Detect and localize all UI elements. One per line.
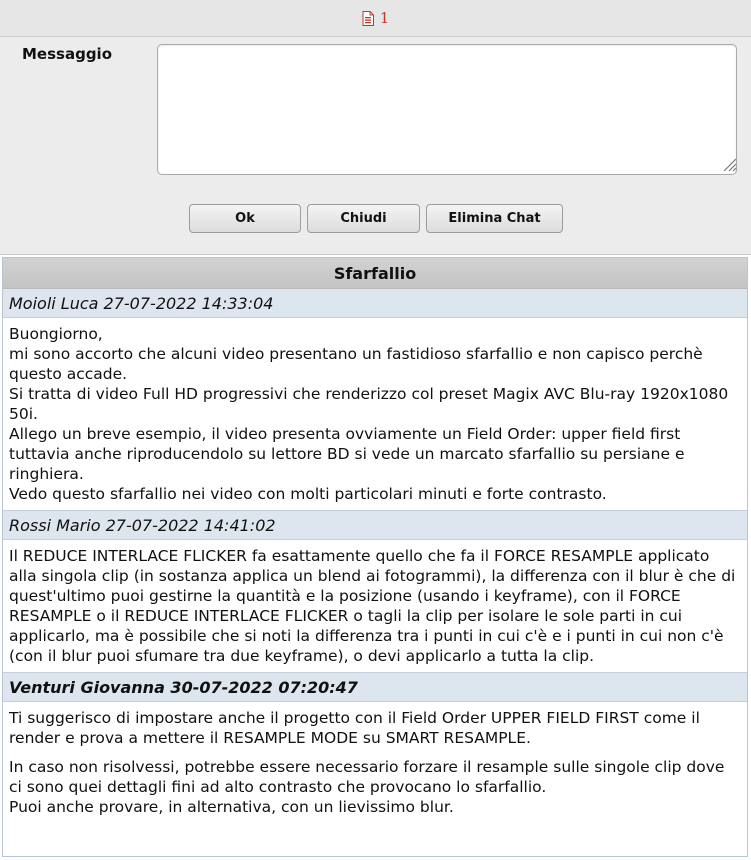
post-header: Moioli Luca 27-07-2022 14:33:04 (3, 289, 747, 318)
post-line: Puoi anche provare, in alternativa, con un lievissimo blur. (9, 798, 454, 816)
top-bar (0, 0, 751, 37)
message-form (0, 37, 751, 255)
post-line: Buongiorno, (9, 325, 103, 343)
ok-button[interactable]: Ok (189, 204, 301, 233)
message-input[interactable] (157, 44, 737, 175)
post-line: Il REDUCE INTERLACE FLICKER fa esattamente quello che fa il FORCE RESAMPLE applicato alla singola clip (in sostanza applica un blend ai fotogrammi), la differenza con il blur è che di quest'ultimo puoi gestirne la quantità e la posizione (usando i keyframe), con il FORCE RESAMPLE o il REDUCE INTERLACE FLICKER o tagli la clip per isolare le sole parti in cui applicarlo, ma è possibile che si noti la differenza tra i punti in cui c'è e i punti in cui non c'è (con il blur puoi sfumare tra due keyframe), o devi applicarlo a tutta la clip. (9, 547, 736, 665)
attachment-link[interactable] (362, 9, 390, 27)
post-body (3, 702, 747, 823)
close-button[interactable]: Chiudi (307, 204, 420, 233)
post-line: Ti suggerisco di impostare anche il progetto con il Field Order UPPER FIELD FIRST come il render e prova a mettere il RESAMPLE MODE su SMART RESAMPLE. (9, 709, 700, 747)
post-line: Si tratta di video Full HD progressivi che renderizzo col preset Magix AVC Blu-ray 1920x1080 50i. (9, 385, 729, 423)
post-line: Vedo questo sfarfallio nei video con molti particolari minuti e forte contrasto. (9, 485, 607, 503)
post-body (3, 318, 747, 510)
resize-handle-icon[interactable] (721, 156, 737, 172)
document-icon (362, 11, 374, 26)
post-header: Venturi Giovanna 30-07-2022 07:20:47 (3, 672, 747, 702)
post-line: Allego un breve esempio, il video presenta ovviamente un Field Order: upper field first tuttavia anche riproducendolo su lettore BD si vede un marcato sfarfallio su persiane e ringhiera. (9, 425, 685, 483)
message-label: Messaggio (22, 45, 112, 63)
post-body (3, 540, 747, 672)
post-header: Rossi Mario 27-07-2022 14:41:02 (3, 510, 747, 540)
delete-chat-button[interactable]: Elimina Chat (426, 204, 563, 233)
post-line: In caso non risolvessi, potrebbe essere necessario forzare il resample sulle singole clip dove ci sono quei dettagli fini ad alto contrasto che provocano lo sfarfallio. (9, 758, 725, 796)
post-line: mi sono accorto che alcuni video presentano un fastidioso sfarfallio e non capisco perchè questo accade. (9, 345, 703, 383)
attachment-count: 1 (379, 9, 390, 27)
thread-title: Sfarfallio (3, 258, 747, 289)
chat-thread (2, 257, 748, 857)
